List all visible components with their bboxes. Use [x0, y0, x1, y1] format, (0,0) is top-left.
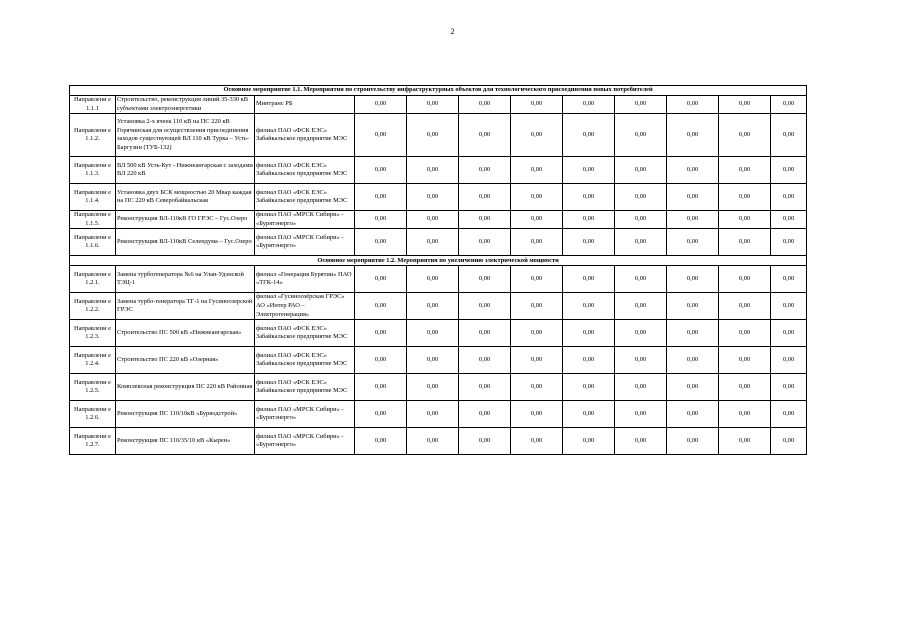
- section-title: Основное мероприятие 1.2. Мероприятия по увеличению электрической мощности: [70, 256, 807, 266]
- value-cell: 0,00: [511, 266, 563, 293]
- direction-cell: Направлени е 1.2.6.: [70, 401, 116, 428]
- value-cell: 0,00: [667, 184, 719, 211]
- value-cell: 0,00: [563, 211, 615, 229]
- value-cell: 0,00: [667, 401, 719, 428]
- value-cell: 0,00: [355, 374, 407, 401]
- table-row: [70, 211, 807, 229]
- value-cell: 0,00: [771, 401, 807, 428]
- value-cell: 0,00: [771, 293, 807, 320]
- value-cell: 0,00: [719, 184, 771, 211]
- value-cell: 0,00: [407, 374, 459, 401]
- executor-cell: филиал ПАО «МРСК Сибири» - «Бурятэнерго»: [255, 211, 355, 229]
- value-cell: 0,00: [771, 374, 807, 401]
- program-table: [69, 85, 807, 455]
- value-cell: 0,00: [459, 347, 511, 374]
- value-cell: 0,00: [511, 96, 563, 114]
- project-name-cell: Установка двух БСК мощностью 20 Мвар каждая на ПС 220 кВ Северобайкальская: [116, 184, 255, 211]
- executor-cell: филиал ПАО «МРСК Сибири» - «Бурятэнерго»: [255, 229, 355, 256]
- value-cell: 0,00: [563, 114, 615, 157]
- project-name-cell: ВЛ 500 кВ Усть-Кут - Нижнеангарская с заходами ВЛ 220 кВ: [116, 157, 255, 184]
- value-cell: 0,00: [563, 184, 615, 211]
- value-cell: 0,00: [355, 401, 407, 428]
- value-cell: 0,00: [407, 428, 459, 455]
- value-cell: 0,00: [719, 114, 771, 157]
- table-row: [70, 293, 807, 320]
- value-cell: 0,00: [511, 229, 563, 256]
- direction-cell: Направлени е 1.2.2.: [70, 293, 116, 320]
- value-cell: 0,00: [719, 157, 771, 184]
- direction-cell: Направлени е 1.2.5.: [70, 374, 116, 401]
- value-cell: 0,00: [355, 96, 407, 114]
- value-cell: 0,00: [355, 157, 407, 184]
- value-cell: 0,00: [459, 184, 511, 211]
- value-cell: 0,00: [719, 96, 771, 114]
- value-cell: 0,00: [615, 229, 667, 256]
- project-name-cell: Комплексная реконструкция ПС 220 кВ Районная: [116, 374, 255, 401]
- value-cell: 0,00: [771, 428, 807, 455]
- value-cell: 0,00: [667, 229, 719, 256]
- executor-cell: филиал ПАО «ФСК ЕЭС» Забайкальское предприятие МЭС: [255, 347, 355, 374]
- value-cell: 0,00: [407, 157, 459, 184]
- section-row: [70, 256, 807, 266]
- value-cell: 0,00: [459, 266, 511, 293]
- value-cell: 0,00: [407, 114, 459, 157]
- value-cell: 0,00: [719, 229, 771, 256]
- value-cell: 0,00: [615, 211, 667, 229]
- direction-cell: Направлени е 1.1.1: [70, 96, 116, 114]
- project-name-cell: Реконструкция ВЛ-110кВ Селендума – Гус.Озеро: [116, 229, 255, 256]
- value-cell: 0,00: [511, 347, 563, 374]
- value-cell: 0,00: [667, 428, 719, 455]
- section-title: Основное мероприятие 1.1. Мероприятия по строительству инфраструктурных объектов для технологического присоединения новых потребителей: [70, 86, 807, 96]
- project-name-cell: Установка 2-х ячеек 110 кВ на ПС 220 кВ Горячинская для осуществления присоединения заходов существующей ВЛ 110 кВ Турка – Усть-Баргузин (ТУБ-132): [116, 114, 255, 157]
- value-cell: 0,00: [771, 184, 807, 211]
- value-cell: 0,00: [615, 293, 667, 320]
- value-cell: 0,00: [771, 320, 807, 347]
- value-cell: 0,00: [407, 229, 459, 256]
- value-cell: 0,00: [511, 293, 563, 320]
- value-cell: 0,00: [615, 96, 667, 114]
- direction-cell: Направлени е 1.2.4.: [70, 347, 116, 374]
- value-cell: 0,00: [667, 266, 719, 293]
- table-row: [70, 157, 807, 184]
- value-cell: 0,00: [615, 401, 667, 428]
- value-cell: 0,00: [563, 401, 615, 428]
- table-row: [70, 96, 807, 114]
- direction-cell: Направлени е 1.1.2.: [70, 114, 116, 157]
- value-cell: 0,00: [355, 347, 407, 374]
- value-cell: 0,00: [459, 293, 511, 320]
- value-cell: 0,00: [511, 211, 563, 229]
- value-cell: 0,00: [355, 293, 407, 320]
- value-cell: 0,00: [563, 374, 615, 401]
- value-cell: 0,00: [563, 266, 615, 293]
- value-cell: 0,00: [511, 157, 563, 184]
- value-cell: 0,00: [615, 320, 667, 347]
- value-cell: 0,00: [563, 320, 615, 347]
- value-cell: 0,00: [407, 347, 459, 374]
- value-cell: 0,00: [563, 157, 615, 184]
- executor-cell: Минтранс РБ: [255, 96, 355, 114]
- table-row: [70, 374, 807, 401]
- value-cell: 0,00: [563, 293, 615, 320]
- direction-cell: Направлени е 1.1.3.: [70, 157, 116, 184]
- value-cell: 0,00: [459, 211, 511, 229]
- value-cell: 0,00: [667, 157, 719, 184]
- value-cell: 0,00: [615, 374, 667, 401]
- project-name-cell: Строительство, реконструкция линий 35-330 кВ субъектами электроэнергетики: [116, 96, 255, 114]
- direction-cell: Направлени е 1.1.5.: [70, 211, 116, 229]
- direction-cell: Направлени е 1.2.3.: [70, 320, 116, 347]
- project-name-cell: Реконструкция ПС 110/10кВ «Бурводстрой»: [116, 401, 255, 428]
- value-cell: 0,00: [771, 211, 807, 229]
- value-cell: 0,00: [407, 96, 459, 114]
- value-cell: 0,00: [355, 211, 407, 229]
- table-row: [70, 266, 807, 293]
- value-cell: 0,00: [719, 320, 771, 347]
- value-cell: 0,00: [615, 157, 667, 184]
- value-cell: 0,00: [407, 266, 459, 293]
- table-row: [70, 229, 807, 256]
- value-cell: 0,00: [355, 428, 407, 455]
- direction-cell: Направлени е 1.1.6.: [70, 229, 116, 256]
- value-cell: 0,00: [771, 347, 807, 374]
- project-name-cell: Строительство ПС 220 кВ «Озерная»: [116, 347, 255, 374]
- table-row: [70, 184, 807, 211]
- direction-cell: Направлени е 1.2.7.: [70, 428, 116, 455]
- executor-cell: филиал ПАО «ФСК ЕЭС» Забайкальское предприятие МЭС: [255, 114, 355, 157]
- value-cell: 0,00: [459, 114, 511, 157]
- value-cell: 0,00: [407, 320, 459, 347]
- value-cell: 0,00: [667, 293, 719, 320]
- table-row: [70, 320, 807, 347]
- value-cell: 0,00: [719, 293, 771, 320]
- value-cell: 0,00: [667, 114, 719, 157]
- table-row: [70, 347, 807, 374]
- project-name-cell: Реконструкция ВЛ-110кВ ГО ГРЭС – Гус.Озеро: [116, 211, 255, 229]
- executor-cell: филиал «Гусиноозёрская ГРЭС» АО «Интер РАО – Электрогенерация»: [255, 293, 355, 320]
- value-cell: 0,00: [667, 374, 719, 401]
- value-cell: 0,00: [459, 96, 511, 114]
- value-cell: 0,00: [563, 428, 615, 455]
- value-cell: 0,00: [563, 229, 615, 256]
- value-cell: 0,00: [355, 229, 407, 256]
- value-cell: 0,00: [719, 428, 771, 455]
- value-cell: 0,00: [667, 211, 719, 229]
- value-cell: 0,00: [615, 184, 667, 211]
- value-cell: 0,00: [511, 401, 563, 428]
- value-cell: 0,00: [459, 229, 511, 256]
- value-cell: 0,00: [719, 347, 771, 374]
- value-cell: 0,00: [563, 347, 615, 374]
- value-cell: 0,00: [407, 211, 459, 229]
- value-cell: 0,00: [771, 114, 807, 157]
- direction-cell: Направлени е 1.1.4.: [70, 184, 116, 211]
- value-cell: 0,00: [511, 320, 563, 347]
- value-cell: 0,00: [771, 229, 807, 256]
- value-cell: 0,00: [355, 114, 407, 157]
- value-cell: 0,00: [407, 184, 459, 211]
- value-cell: 0,00: [563, 96, 615, 114]
- value-cell: 0,00: [459, 401, 511, 428]
- value-cell: 0,00: [511, 428, 563, 455]
- table-row: [70, 114, 807, 157]
- project-name-cell: Строительство ПС 500 кВ «Нижнеангарская»: [116, 320, 255, 347]
- value-cell: 0,00: [719, 401, 771, 428]
- table-body: [70, 86, 807, 455]
- value-cell: 0,00: [355, 320, 407, 347]
- executor-cell: филиал ПАО «МРСК Сибири» - «Бурятэнерго»: [255, 401, 355, 428]
- value-cell: 0,00: [667, 347, 719, 374]
- value-cell: 0,00: [771, 266, 807, 293]
- value-cell: 0,00: [615, 347, 667, 374]
- value-cell: 0,00: [771, 157, 807, 184]
- value-cell: 0,00: [667, 320, 719, 347]
- table-row: [70, 428, 807, 455]
- value-cell: 0,00: [355, 184, 407, 211]
- value-cell: 0,00: [407, 293, 459, 320]
- value-cell: 0,00: [511, 374, 563, 401]
- project-name-cell: Замена турбо-генератора ТГ-1 на Гусиноозерской ГРЭС: [116, 293, 255, 320]
- value-cell: 0,00: [407, 401, 459, 428]
- value-cell: 0,00: [355, 266, 407, 293]
- value-cell: 0,00: [459, 374, 511, 401]
- value-cell: 0,00: [459, 320, 511, 347]
- page-number: 2: [450, 27, 455, 36]
- value-cell: 0,00: [719, 266, 771, 293]
- executor-cell: филиал ПАО «ФСК ЕЭС» Забайкальское предприятие МЭС: [255, 184, 355, 211]
- value-cell: 0,00: [459, 428, 511, 455]
- project-name-cell: Реконструкция ПС 110/35/10 кВ «Кырен»: [116, 428, 255, 455]
- executor-cell: филиал ПАО «ФСК ЕЭС» Забайкальское предприятие МЭС: [255, 157, 355, 184]
- section-row: [70, 86, 807, 96]
- executor-cell: филиал ПАО «ФСК ЕЭС» Забайкальское предприятие МЭС: [255, 320, 355, 347]
- value-cell: 0,00: [667, 96, 719, 114]
- value-cell: 0,00: [615, 114, 667, 157]
- value-cell: 0,00: [771, 96, 807, 114]
- value-cell: 0,00: [511, 184, 563, 211]
- project-name-cell: Замена турбогенератора №6 на Улан-Удэнской ТЭЦ-1: [116, 266, 255, 293]
- value-cell: 0,00: [511, 114, 563, 157]
- value-cell: 0,00: [615, 266, 667, 293]
- direction-cell: Направлени е 1.2.1.: [70, 266, 116, 293]
- executor-cell: филиал «Генерация Бурятии» ПАО «ТГК-14»: [255, 266, 355, 293]
- table-row: [70, 401, 807, 428]
- executor-cell: филиал ПАО «ФСК ЕЭС» Забайкальское предприятие МЭС: [255, 374, 355, 401]
- value-cell: 0,00: [615, 428, 667, 455]
- value-cell: 0,00: [719, 374, 771, 401]
- value-cell: 0,00: [459, 157, 511, 184]
- value-cell: 0,00: [719, 211, 771, 229]
- executor-cell: филиал ПАО «МРСК Сибири» - «Бурятэнерго»: [255, 428, 355, 455]
